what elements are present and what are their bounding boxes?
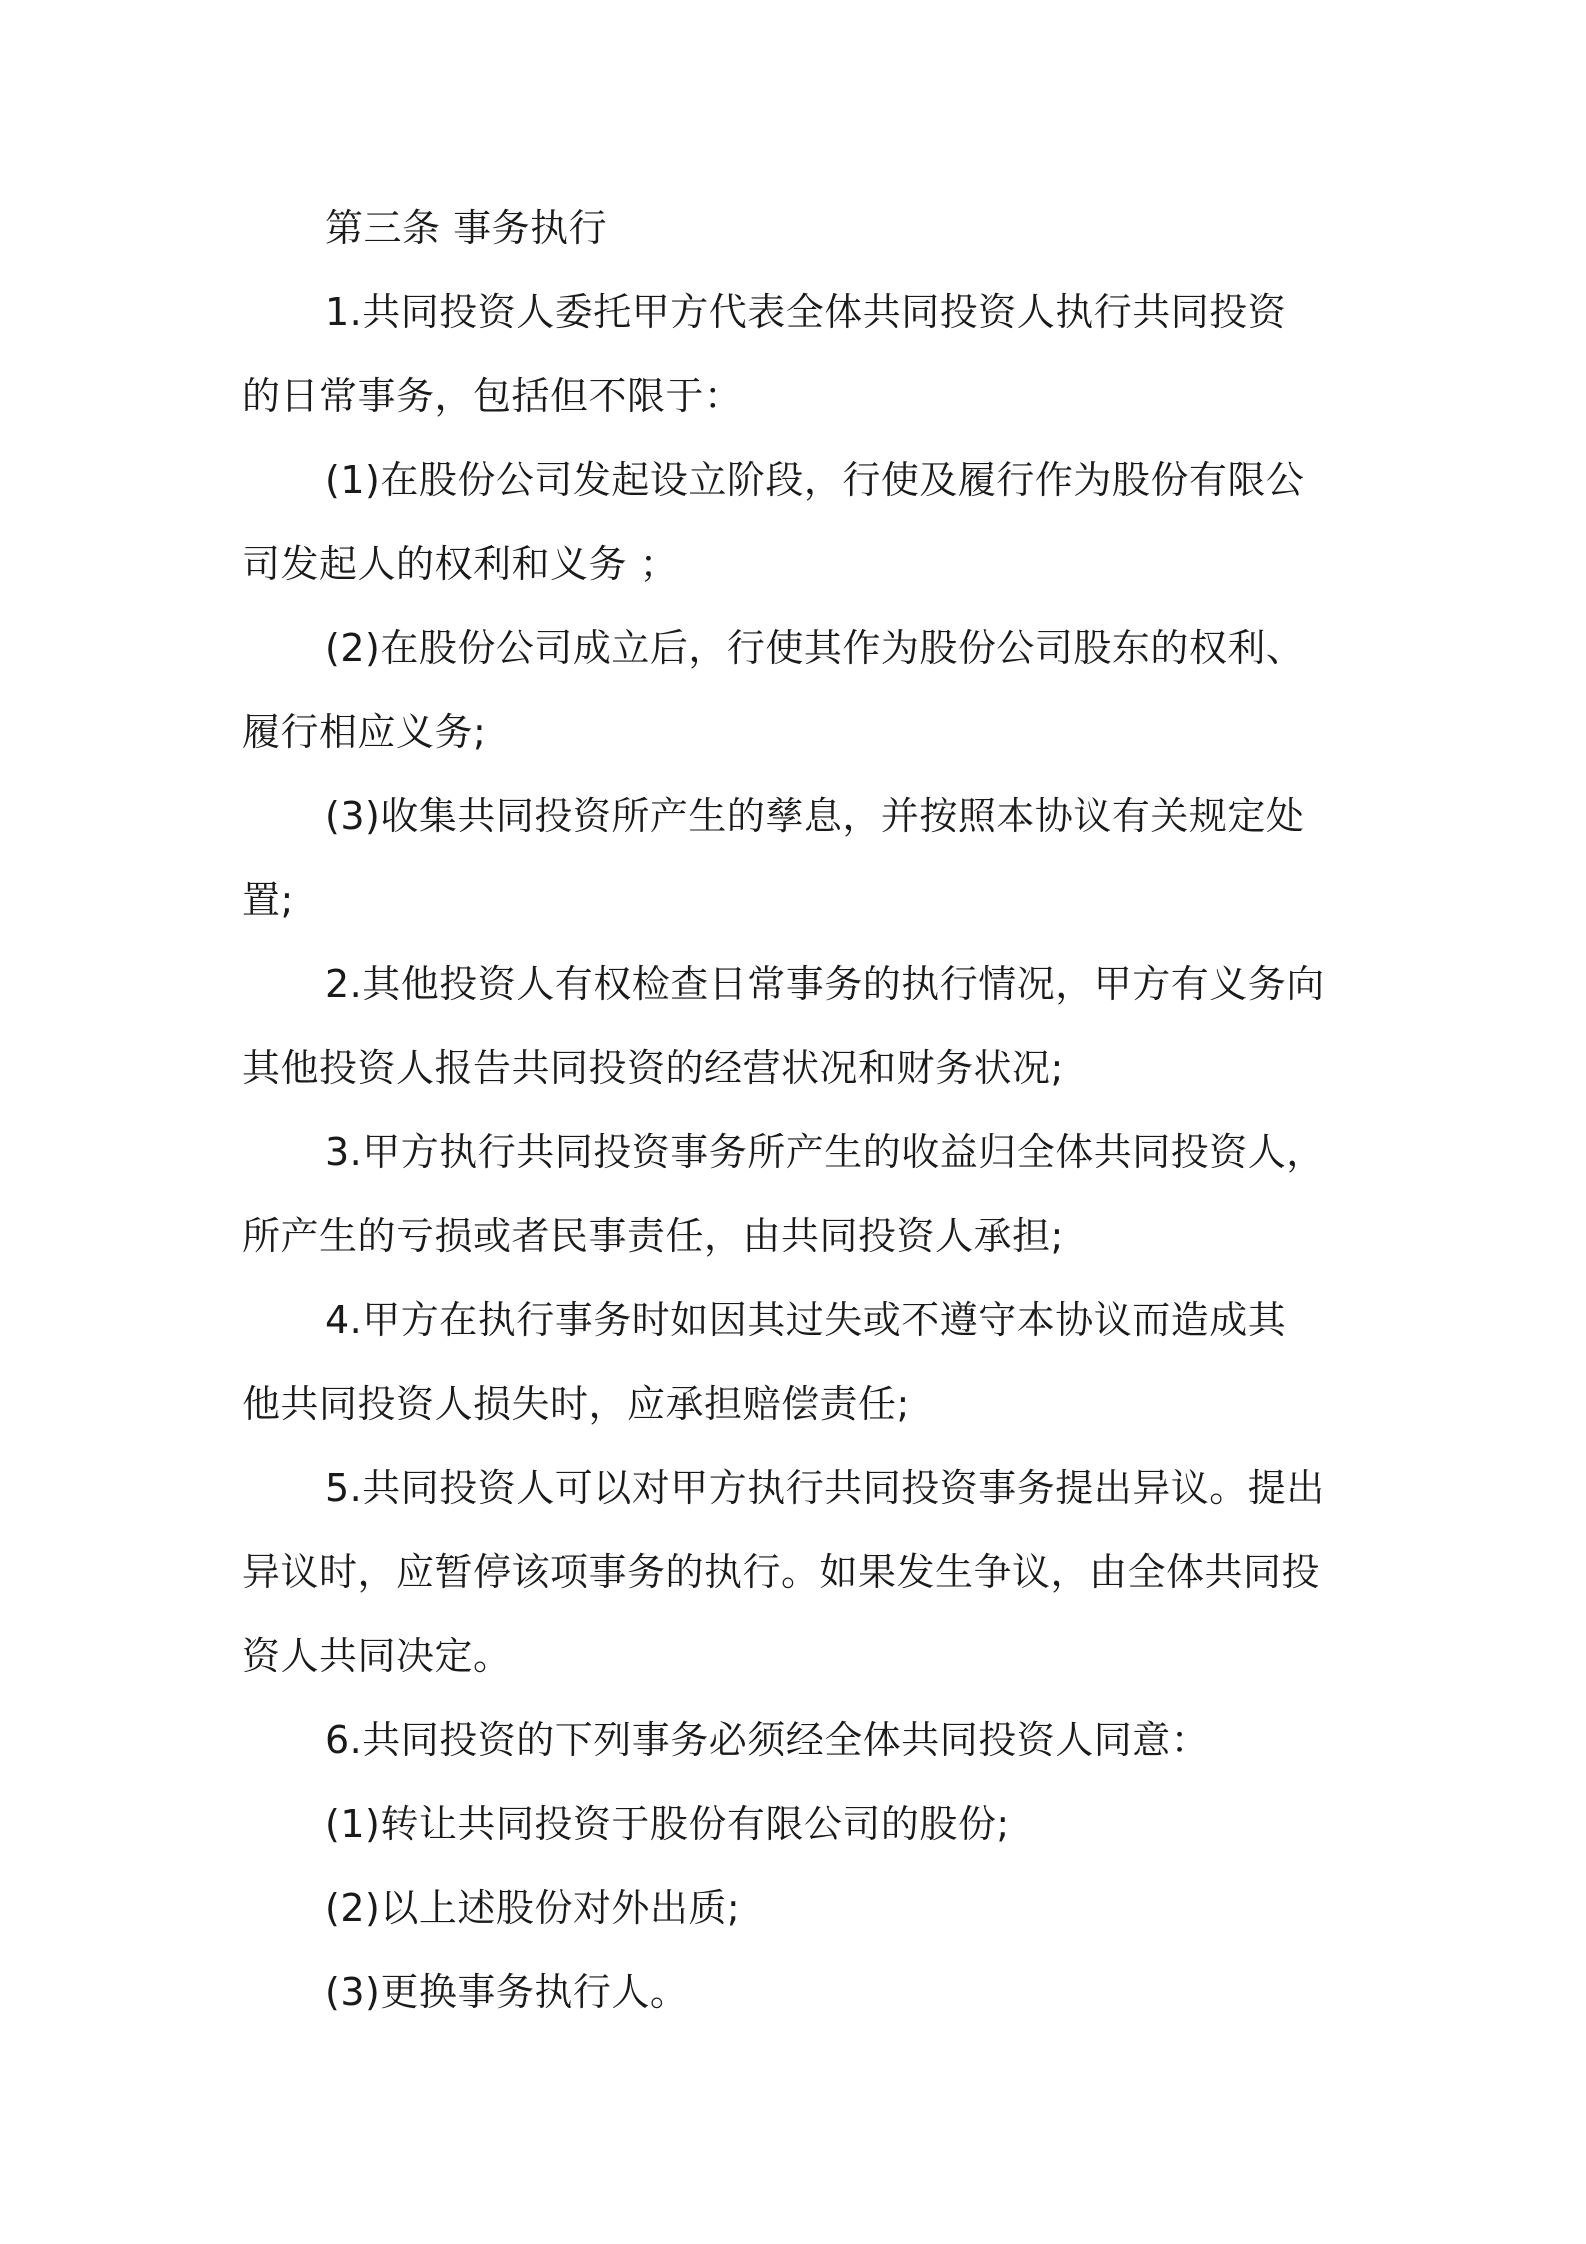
paragraph-line: 司发起人的权利和义务 ； xyxy=(242,542,679,586)
paragraph-line: 资人共同决定。 xyxy=(242,1634,512,1678)
paragraph-line: (1)在股份公司发起设立阶段，行使及履行作为股份有限公 xyxy=(325,458,1305,502)
paragraph-line: 2.其他投资人有权检查日常事务的执行情况，甲方有义务向 xyxy=(325,962,1325,1006)
paragraph-line: 他共同投资人损失时，应承担赔偿责任; xyxy=(242,1382,910,1426)
paragraph-line: 的日常事务，包括但不限于： xyxy=(242,374,743,418)
paragraph-line: 6.共同投资的下列事务必须经全体共同投资人同意： xyxy=(325,1718,1210,1762)
paragraph-line: 置; xyxy=(242,878,294,922)
paragraph-line: 其他投资人报告共同投资的经营状况和财务状况; xyxy=(242,1046,1064,1090)
paragraph-line: 所产生的亏损或者民事责任，由共同投资人承担; xyxy=(242,1214,1064,1258)
paragraph-line: 4.甲方在执行事务时如因其过失或不遵守本协议而造成其 xyxy=(325,1298,1287,1342)
paragraph-line: (2)在股份公司成立后，行使其作为股份公司股东的权利、 xyxy=(325,626,1305,670)
paragraph-line: 3.甲方执行共同投资事务所产生的收益归全体共同投资人， xyxy=(325,1130,1325,1174)
article-heading: 第三条 事务执行 xyxy=(325,206,608,250)
paragraph-line: (2)以上述股份对外出质; xyxy=(325,1886,741,1930)
paragraph-line: (3)收集共同投资所产生的孳息，并按照本协议有关规定处 xyxy=(325,794,1305,838)
paragraph-line: 异议时，应暂停该项事务的执行。如果发生争议，由全体共同投 xyxy=(242,1550,1321,1594)
paragraph-line: 履行相应义务; xyxy=(242,710,487,754)
paragraph-line: (3)更换事务执行人。 xyxy=(325,1970,689,2014)
paragraph-line: 5.共同投资人可以对甲方执行共同投资事务提出异议。提出 xyxy=(325,1466,1325,1510)
paragraph-line: 1.共同投资人委托甲方代表全体共同投资人执行共同投资 xyxy=(325,290,1287,334)
paragraph-line: (1)转让共同投资于股份有限公司的股份; xyxy=(325,1802,1010,1846)
